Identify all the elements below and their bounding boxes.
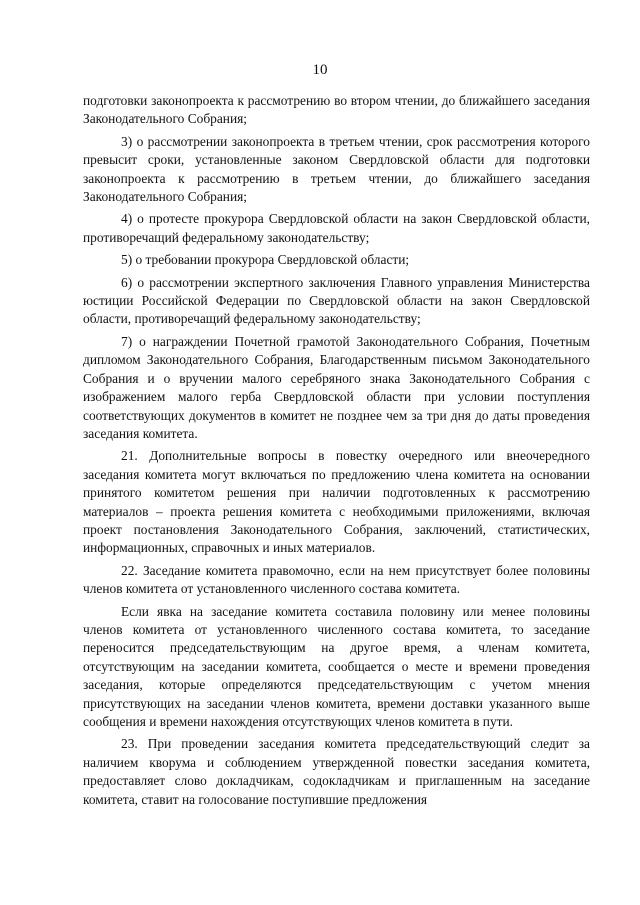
paragraph-item-3: 3) о рассмотрении законопроекта в третьем чтении, срок рассмотрения которого превысит сроки, установленные законом Свердловской области для подготовки законопроекта к рассмотрению в третьем чтении, до ближайшего заседания Законодательного Собрания; bbox=[83, 133, 590, 205]
paragraph-clause-21: 21. Дополнительные вопросы в повестку очередного или внеочередного заседания комитета могут включаться по предложению члена комитета на основании принятого комитетом решения при наличии подготовленных к рассмотрению материалов – проекта решения комитета с необходимыми приложениями, включая проект постановления Законодательного Собрания, заключений, статистических, информационных, справочных и иных материалов. bbox=[83, 448, 590, 556]
paragraph-item-5: 5) о требовании прокурора Свердловской области; bbox=[121, 252, 410, 268]
page-number: 10 bbox=[312, 62, 328, 78]
paragraph-item-4: 4) о протесте прокурора Свердловской области на закон Свердловской области, противоречащий федеральному законодательству; bbox=[83, 211, 590, 245]
body-text bbox=[83, 92, 590, 813]
paragraph-continuation: подготовки законопроекта к рассмотрению во втором чтении, до ближайшего заседания Законодательного Собрания; bbox=[83, 93, 590, 127]
paragraph-clause-22-continuation: Если явка на заседание комитета составила половину или менее половины членов комитета от установленного численного состава комитета, то заседание переносится председательствующим на другое время, а членам комитета, отсутствующим на заседании комитета, сообщается о месте и времени проведения заседания, которые определяются председательствующим с учетом мнения присутствующих на заседании членов комитета, времени доставки указанного выше сообщения и времени нахождения отсутствующих членов комитета в пути. bbox=[83, 603, 590, 729]
paragraph-clause-23: 23. При проведении заседания комитета председательствующий следит за наличием кворума и соблюдением утвержденной повестки заседания комитета, предоставляет слово докладчикам, содокладчикам и приглашенным на заседание комитета, ставит на голосование поступившие предложения bbox=[83, 736, 590, 807]
paragraph-item-6: 6) о рассмотрении экспертного заключения Главного управления Министерства юстиции Российской Федерации по Свердловской области на закон Свердловской области, противоречащий федеральному законодательству; bbox=[83, 274, 590, 327]
paragraph-item-7: 7) о награждении Почетной грамотой Законодательного Собрания, Почетным дипломом Законодательного Собрания, Благодарственным письмом Законодательного Собрания и о вручении малого серебряного знака Законодательного Собрания с изображением малого герба Свердловской области при условии поступления соответствующих документов в комитет не позднее чем за три дня до даты проведения заседания комитета. bbox=[83, 333, 590, 441]
paragraph-clause-22: 22. Заседание комитета правомочно, если на нем присутствует более половины членов комитета от установленного численного состава комитета. bbox=[83, 562, 590, 597]
